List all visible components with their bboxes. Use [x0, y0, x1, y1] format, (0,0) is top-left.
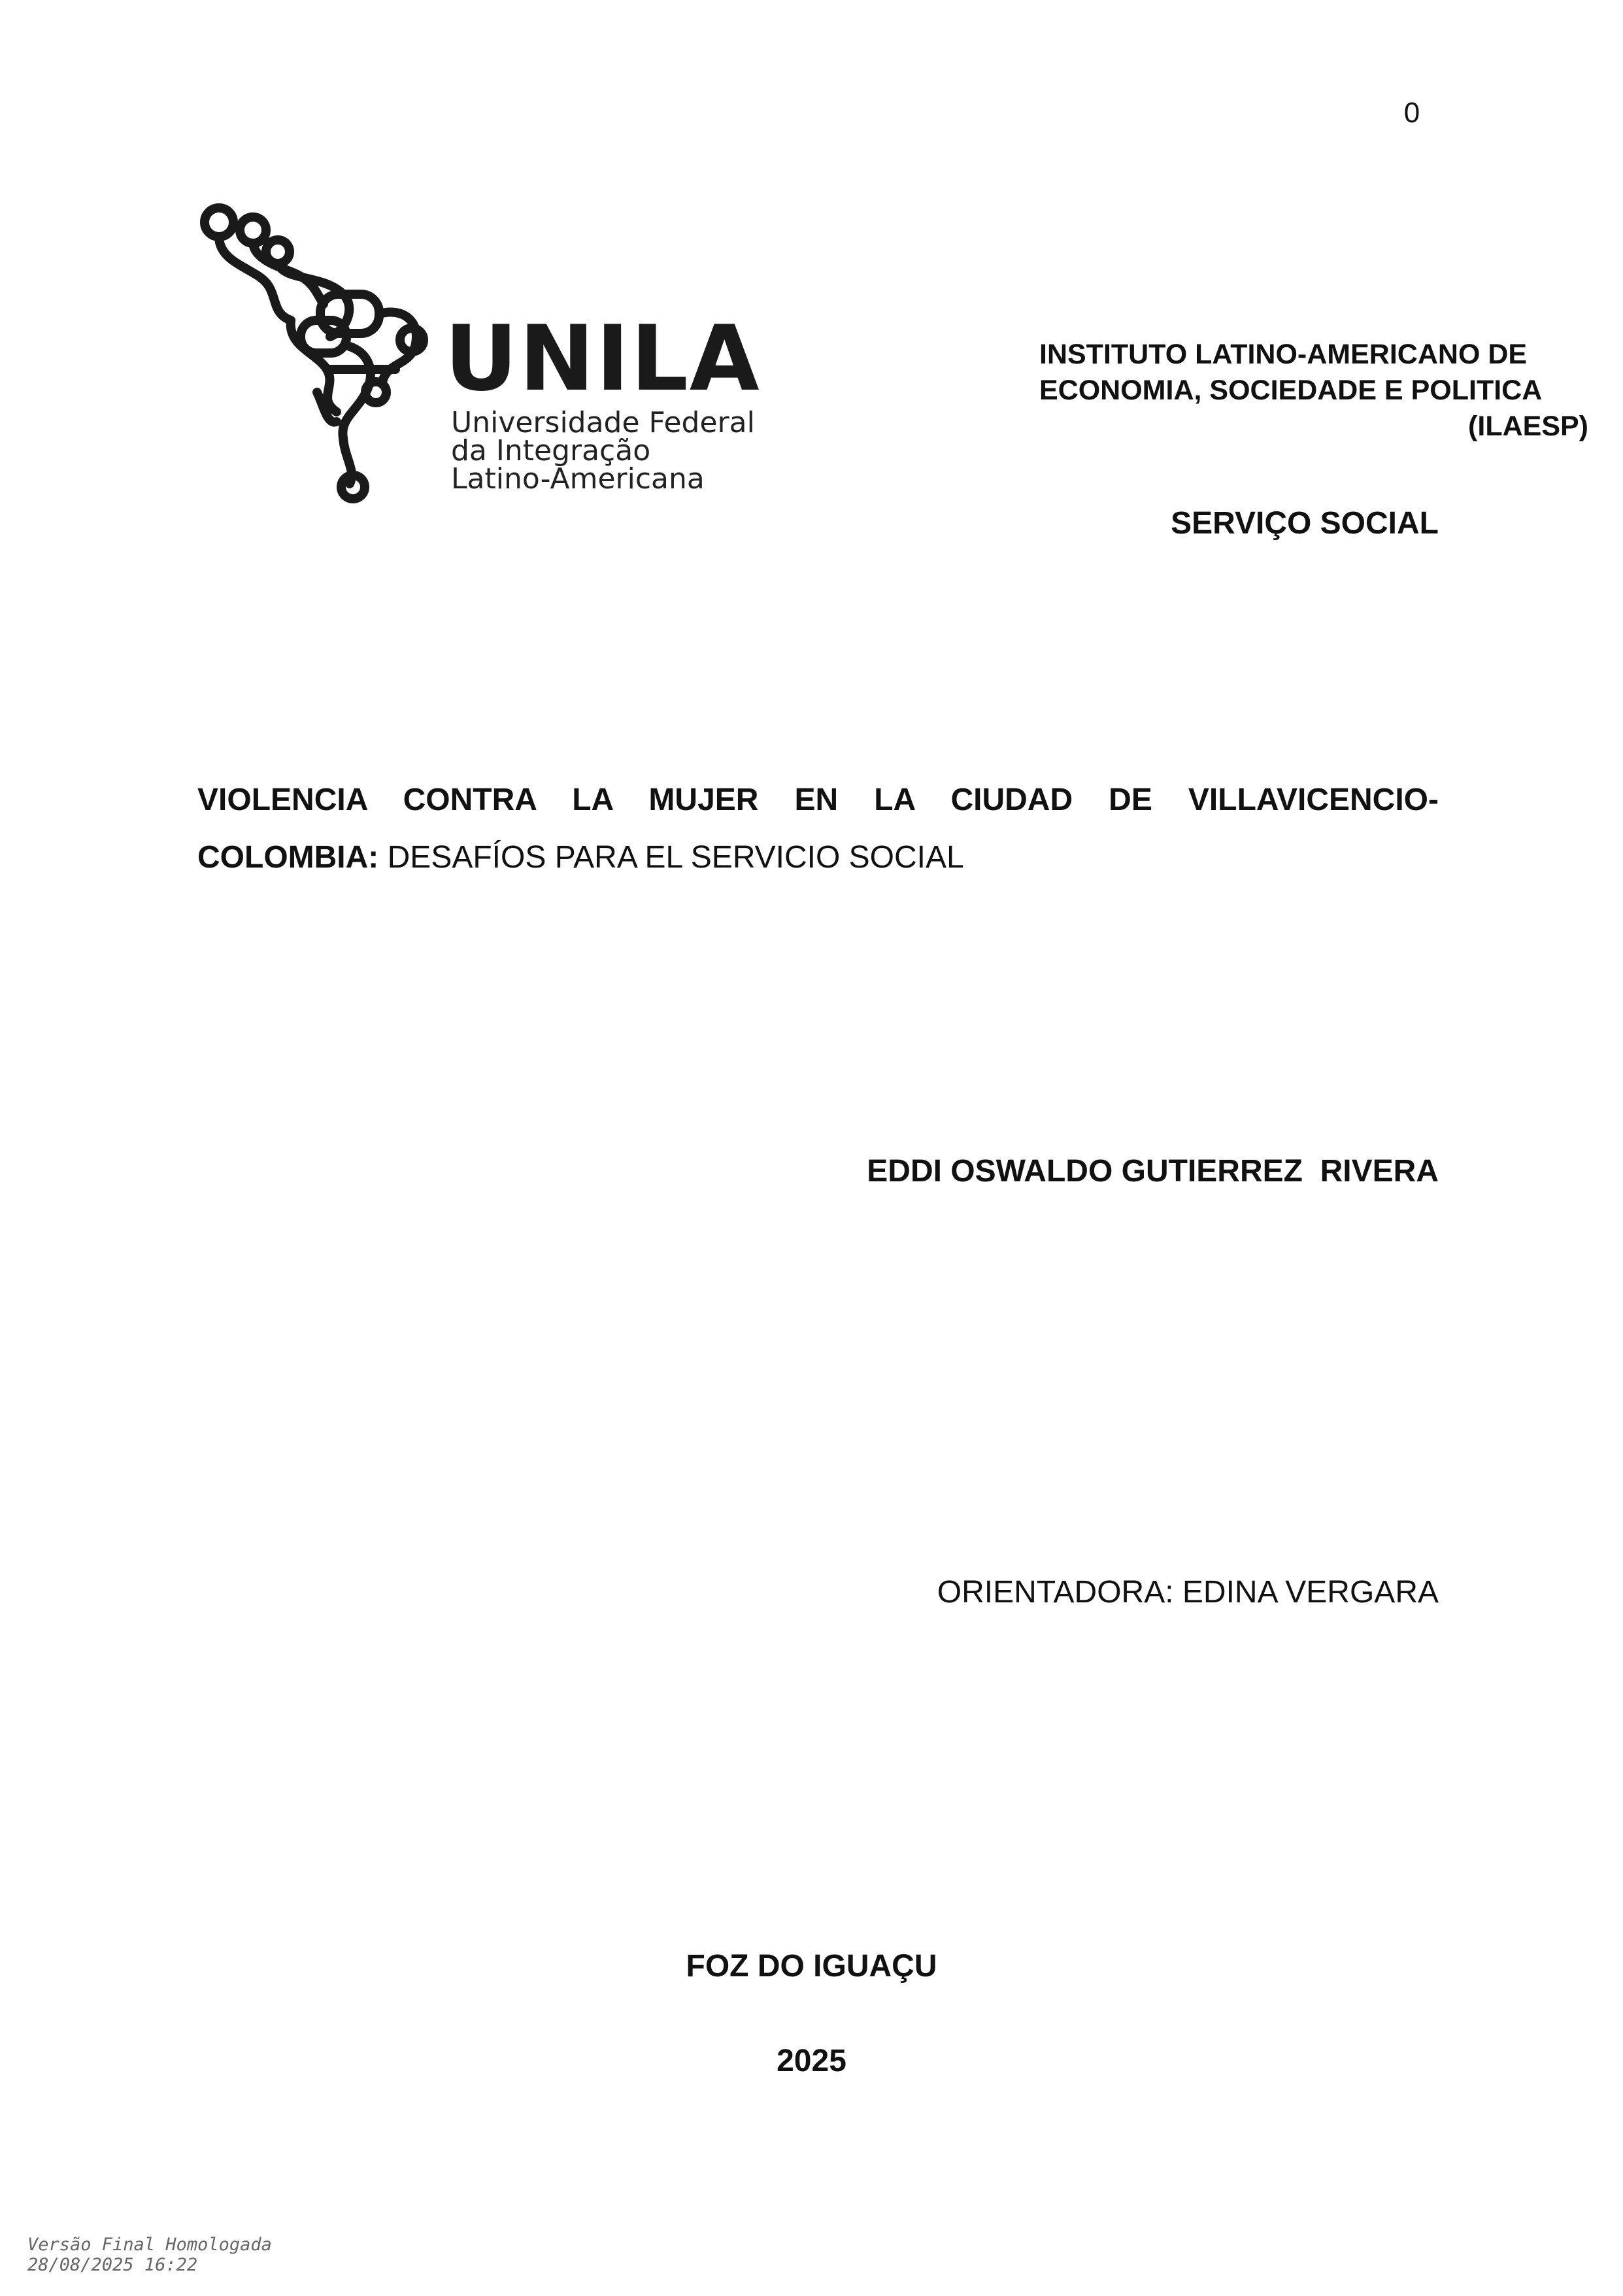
institute-line: INSTITUTO LATINO-AMERICANO DE: [1039, 339, 1528, 370]
logo-subtitle-line: Universidade Federal: [451, 406, 755, 439]
year: 2025: [777, 2044, 846, 2078]
course-name: SERVIÇO SOCIAL: [1171, 506, 1439, 541]
logo-subtitle-line: Latino-Americana: [451, 462, 705, 496]
author-name: EDDI OSWALDO GUTIERREZ RIVERA: [867, 1154, 1439, 1189]
logo-subtitle-line: da Integração: [451, 434, 651, 467]
title-subtitle: DESAFÍOS PARA EL SERVICIO SOCIAL: [378, 840, 964, 875]
institute-line: ECONOMIA, SOCIEDADE E POLITICA: [1039, 375, 1543, 406]
institute-acronym: (ILAESP): [1468, 411, 1588, 442]
stamp-line: Versão Final Homologada: [27, 2235, 272, 2255]
title-country: COLOMBIA:: [197, 840, 379, 875]
advisor-name: ORIENTADORA: EDINA VERGARA: [937, 1575, 1439, 1610]
stamp-line: 28/08/2025 16:22: [27, 2255, 198, 2275]
title-line-1: VIOLENCIA CONTRA LA MUJER EN LA CIUDAD DE VILLAVICENCIO-: [197, 783, 1439, 817]
page-number: 0: [1403, 97, 1420, 129]
logo-wordmark: UNILA: [444, 306, 761, 411]
city: FOZ DO IGUAÇU: [686, 1949, 937, 1984]
thesis-title: [197, 771, 1439, 886]
institute-name: [1039, 337, 1588, 445]
version-stamp: [27, 2235, 272, 2275]
